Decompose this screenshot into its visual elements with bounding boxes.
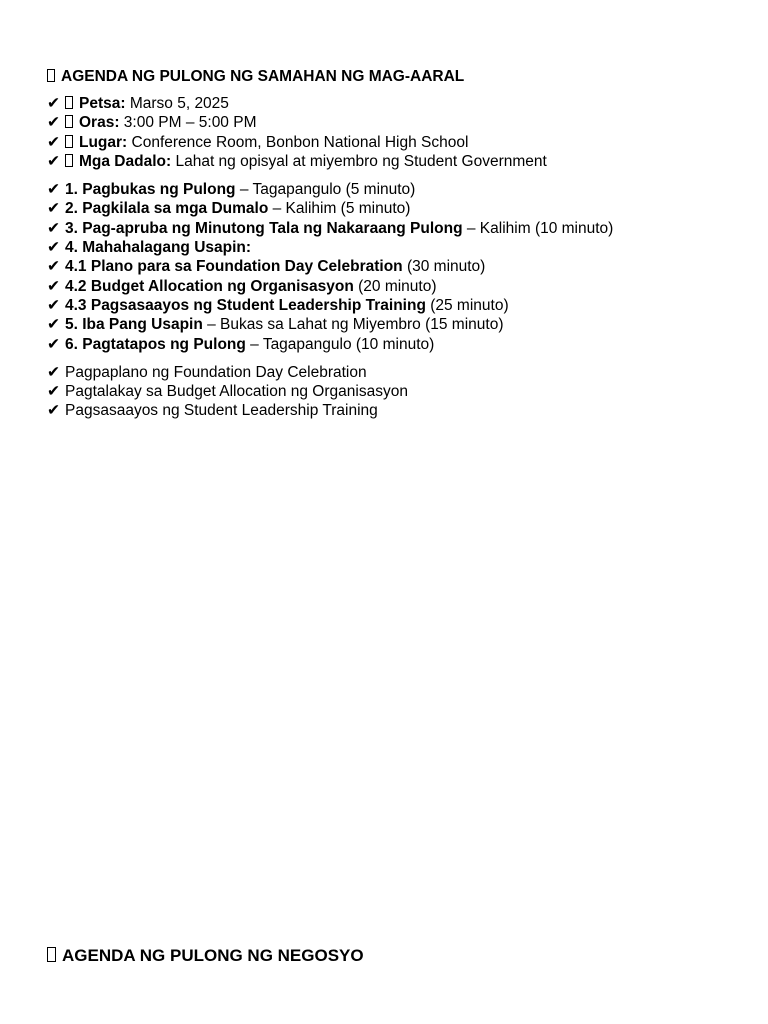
missing-glyph-icon [47, 947, 56, 962]
check-icon: ✔ [47, 383, 60, 401]
topic-item: ✔ Pagtalakay sa Budget Allocation ng Organisasyon [47, 383, 408, 401]
agenda-item: ✔ 4. Mahahalagang Usapin: [47, 239, 252, 257]
section-title: AGENDA NG PULONG NG NEGOSYO [47, 946, 364, 966]
check-icon: ✔ [47, 133, 60, 151]
check-icon: ✔ [47, 258, 60, 276]
agenda-item: ✔ 6. Pagtatapos ng Pulong – Tagapangulo (10 minuto) [47, 335, 435, 353]
check-icon: ✔ [47, 239, 60, 257]
check-icon: ✔ [47, 363, 60, 381]
check-icon: ✔ [47, 277, 60, 295]
detail-attendees: ✔ Mga Dadalo: Lahat ng opisyal at miyembro ng Student Government [47, 152, 547, 170]
agenda-item: ✔ 3. Pag-apruba ng Minutong Tala ng Nakaraang Pulong – Kalihim (10 minuto) [47, 219, 614, 237]
check-icon: ✔ [47, 114, 60, 132]
check-icon: ✔ [47, 181, 60, 199]
check-icon: ✔ [47, 296, 60, 314]
check-icon: ✔ [47, 402, 60, 420]
topic-list [47, 363, 747, 421]
check-icon: ✔ [47, 152, 60, 170]
agenda-items [47, 180, 747, 354]
meeting-details [47, 94, 747, 171]
check-icon: ✔ [47, 200, 60, 218]
missing-glyph-icon [47, 69, 55, 82]
people-icon [65, 154, 73, 167]
check-icon: ✔ [47, 316, 60, 334]
agenda-item: ✔ 1. Pagbukas ng Pulong – Tagapangulo (5 minuto) [47, 181, 416, 199]
agenda-item: ✔ 4.3 Pagsasaayos ng Student Leadership Training (25 minuto) [47, 296, 509, 314]
check-icon: ✔ [47, 335, 60, 353]
topic-item: ✔ Pagsasaayos ng Student Leadership Training [47, 402, 378, 420]
clock-icon [65, 115, 73, 128]
location-icon [65, 135, 73, 148]
check-icon: ✔ [47, 95, 60, 112]
page-title: AGENDA NG PULONG NG SAMAHAN NG MAG-AARAL [47, 67, 747, 86]
agenda-item: ✔ 5. Iba Pang Usapin – Bukas sa Lahat ng Miyembro (15 minuto) [47, 316, 504, 334]
detail-date: ✔ Petsa: Marso 5, 2025 [47, 95, 229, 112]
topic-item: ✔ Pagpaplano ng Foundation Day Celebration [47, 363, 367, 381]
agenda-item: ✔ 4.2 Budget Allocation ng Organisasyon (20 minuto) [47, 277, 437, 295]
detail-time: ✔ Oras: 3:00 PM – 5:00 PM [47, 114, 257, 132]
agenda-document [47, 67, 747, 430]
agenda-item: ✔ 2. Pagkilala sa mga Dumalo – Kalihim (5 minuto) [47, 200, 411, 218]
check-icon: ✔ [47, 219, 60, 237]
detail-location: ✔ Lugar: Conference Room, Bonbon National High School [47, 133, 469, 151]
calendar-icon [65, 96, 73, 109]
agenda-item: ✔ 4.1 Plano para sa Foundation Day Celebration (30 minuto) [47, 258, 486, 276]
